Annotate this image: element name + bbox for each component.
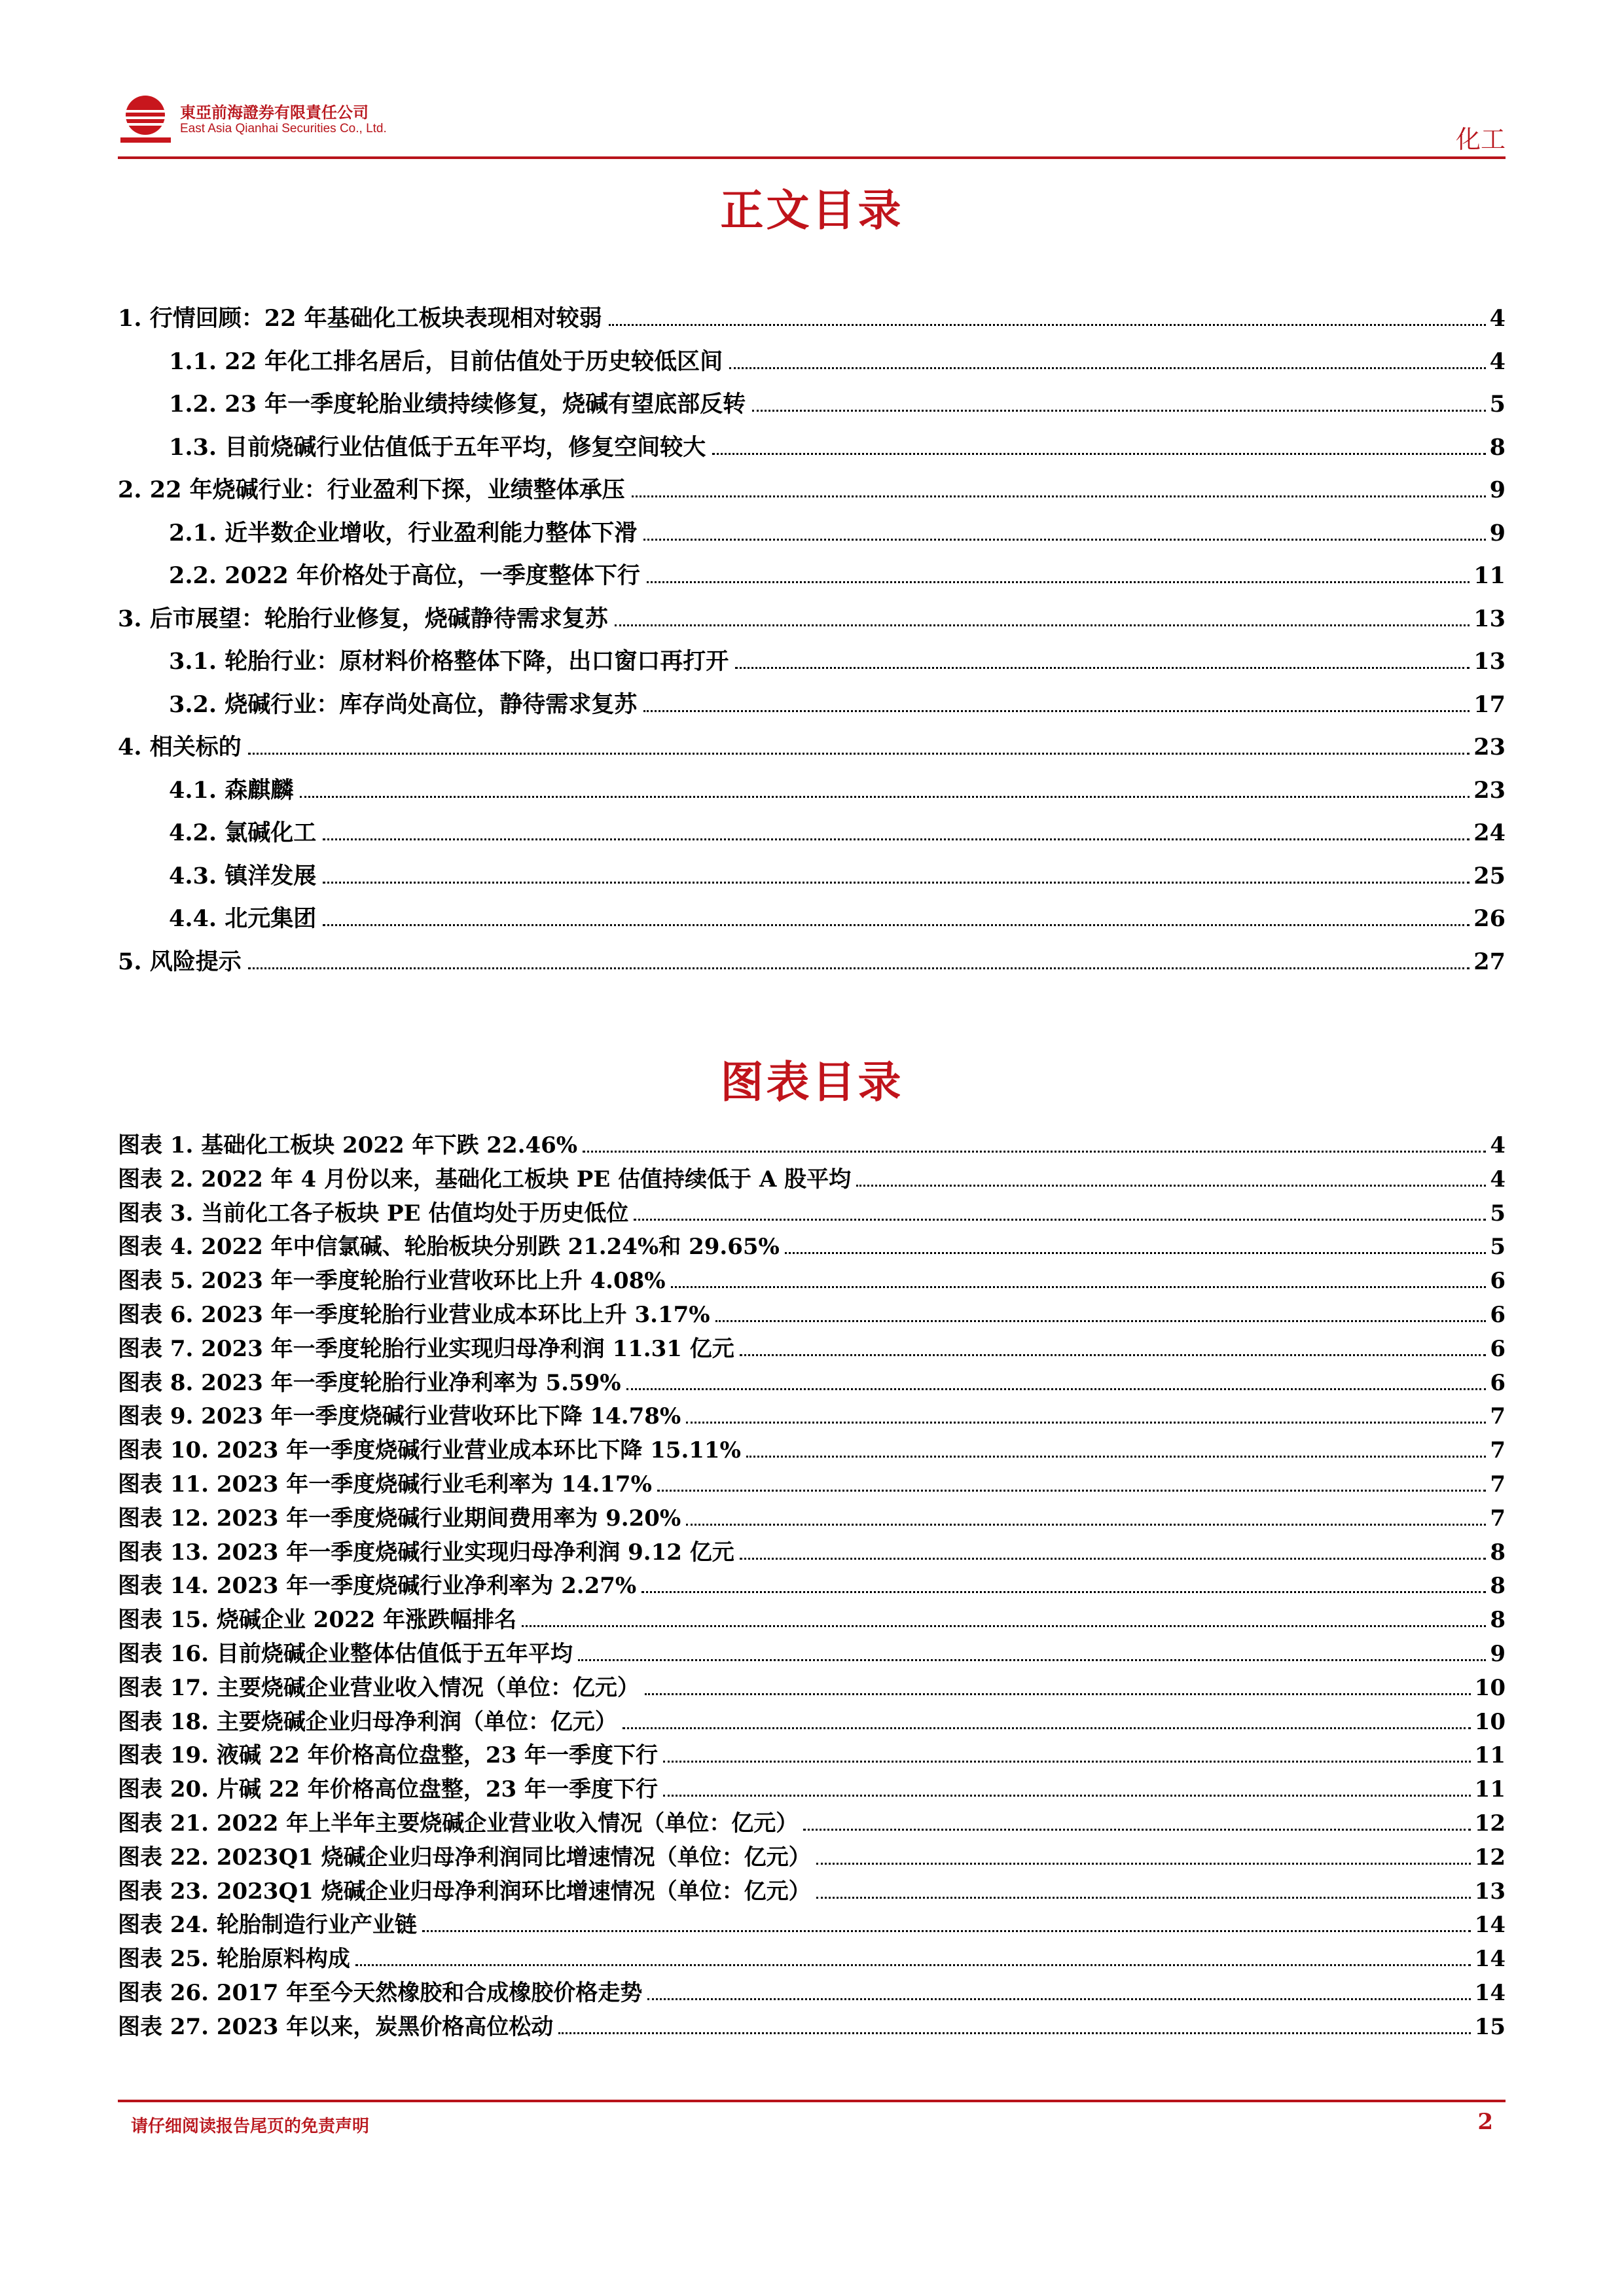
figure-leader-dots bbox=[355, 1964, 1471, 1966]
figure-entry-title: 图表 7. 2023 年一季度轮胎行业实现归母净利润 11.31 亿元 bbox=[118, 1335, 734, 1362]
toc-leader-dots bbox=[323, 924, 1470, 926]
company-name-en: East Asia Qianhai Securities Co., Ltd. bbox=[180, 122, 387, 135]
sector-label: 化工 bbox=[1455, 125, 1506, 154]
figure-entry-page: 9 bbox=[1490, 1641, 1506, 1667]
figure-entry-page: 6 bbox=[1490, 1335, 1506, 1362]
company-logo-icon bbox=[118, 92, 173, 147]
figure-entry[interactable] bbox=[118, 1905, 1506, 1938]
figure-entry-page: 14 bbox=[1474, 1980, 1506, 2006]
toc-entry-page: 9 bbox=[1489, 519, 1506, 547]
toc-entry-page: 13 bbox=[1473, 648, 1506, 675]
toc-entry-page: 27 bbox=[1473, 948, 1506, 975]
toc-leader-dots bbox=[323, 882, 1470, 884]
figure-leader-dots bbox=[623, 1727, 1471, 1729]
toc-entry[interactable] bbox=[169, 639, 1506, 675]
toc-entry[interactable] bbox=[169, 425, 1506, 461]
figure-entry[interactable] bbox=[118, 1702, 1506, 1735]
figure-entry[interactable] bbox=[118, 1160, 1506, 1193]
figure-leader-dots bbox=[740, 1558, 1487, 1560]
toc-entry-page: 8 bbox=[1489, 433, 1506, 461]
toc-entry-title: 3.1. 轮胎行业：原材料价格整体下降，出口窗口再打开 bbox=[169, 648, 729, 675]
toc-entry-title: 1. 行情回顾：22 年基础化工板块表现相对较弱 bbox=[118, 305, 602, 332]
figure-entry[interactable] bbox=[118, 1261, 1506, 1294]
footer-disclaimer: 请仔细阅读报告尾页的免责声明 bbox=[131, 2117, 370, 2136]
figure-entry-title: 图表 3. 当前化工各子板块 PE 估值均处于历史低位 bbox=[118, 1200, 629, 1227]
toc-entry-page: 4 bbox=[1489, 305, 1506, 332]
toc-leader-dots bbox=[248, 753, 1470, 755]
toc-entry-page: 25 bbox=[1473, 862, 1506, 889]
toc-entry-page: 26 bbox=[1473, 905, 1506, 932]
figure-entry[interactable] bbox=[118, 1295, 1506, 1328]
toc-entry[interactable] bbox=[169, 682, 1506, 719]
toc-leader-dots bbox=[752, 410, 1485, 412]
figure-leader-dots bbox=[816, 1897, 1471, 1899]
figure-entry[interactable] bbox=[118, 1566, 1506, 1599]
toc-entry[interactable] bbox=[118, 596, 1506, 633]
toc-entry[interactable] bbox=[169, 768, 1506, 804]
figure-entry-title: 图表 27. 2023 年以来，炭黑价格高位松动 bbox=[118, 2013, 554, 2040]
figure-entry-title: 图表 18. 主要烧碱企业归母净利润（单位：亿元） bbox=[118, 1708, 617, 1735]
toc-entry[interactable] bbox=[169, 511, 1506, 547]
figure-entry-page: 4 bbox=[1490, 1132, 1506, 1158]
figure-entry-page: 5 bbox=[1490, 1234, 1506, 1261]
toc-entry-title: 2.2. 2022 年价格处于高位，一季度整体下行 bbox=[169, 562, 640, 589]
figure-entry[interactable] bbox=[118, 1770, 1506, 1803]
figure-entry-title: 图表 25. 轮胎原料构成 bbox=[118, 1946, 350, 1973]
toc-entry-title: 4.4. 北元集团 bbox=[169, 905, 317, 932]
figure-entry-page: 15 bbox=[1474, 2013, 1506, 2040]
figure-entry-page: 4 bbox=[1490, 1166, 1506, 1193]
toc-entry[interactable] bbox=[169, 553, 1506, 590]
toc-entry-page: 13 bbox=[1473, 605, 1506, 632]
figure-leader-dots bbox=[785, 1252, 1486, 1254]
toc-entry-page: 4 bbox=[1489, 348, 1506, 375]
figure-entry-page: 6 bbox=[1490, 1369, 1506, 1396]
figure-leader-dots bbox=[715, 1320, 1487, 1322]
figure-entry-title: 图表 17. 主要烧碱企业营业收入情况（单位：亿元） bbox=[118, 1674, 640, 1701]
toc-entry-title: 2. 22 年烧碱行业：行业盈利下探，业绩整体承压 bbox=[118, 476, 625, 503]
figure-entry-page: 11 bbox=[1474, 1776, 1506, 1803]
figure-entry[interactable] bbox=[118, 1465, 1506, 1498]
page-number: 2 bbox=[1477, 2109, 1493, 2135]
figure-leader-dots bbox=[686, 1524, 1486, 1526]
toc-entry-title: 1.3. 目前烧碱行业估值低于五年平均，修复空间较大 bbox=[169, 433, 706, 461]
figure-entry[interactable] bbox=[118, 1668, 1506, 1701]
figure-entry-page: 5 bbox=[1490, 1200, 1506, 1227]
figure-entry-title: 图表 6. 2023 年一季度轮胎行业营业成本环比上升 3.17% bbox=[118, 1302, 710, 1328]
toc-entry-title: 4.3. 镇洋发展 bbox=[169, 862, 317, 889]
toc-entry-title: 4.2. 氯碱化工 bbox=[169, 819, 317, 846]
figure-entry[interactable] bbox=[118, 1736, 1506, 1768]
figure-leader-dots bbox=[816, 1863, 1471, 1865]
figure-entry-page: 7 bbox=[1490, 1437, 1506, 1464]
figure-entry[interactable] bbox=[118, 1329, 1506, 1362]
figure-leader-dots bbox=[803, 1829, 1470, 1831]
figure-entry[interactable] bbox=[118, 1431, 1506, 1463]
figure-entry-title: 图表 10. 2023 年一季度烧碱行业营业成本环比下降 15.11% bbox=[118, 1437, 741, 1464]
figure-leader-dots bbox=[686, 1422, 1486, 1424]
figure-entry-title: 图表 22. 2023Q1 烧碱企业归母净利润同比增速情况（单位：亿元） bbox=[118, 1844, 811, 1871]
toc-entry[interactable] bbox=[118, 296, 1506, 332]
figure-leader-dots bbox=[663, 1795, 1471, 1797]
figure-entry[interactable] bbox=[118, 1872, 1506, 1905]
figure-entry-page: 14 bbox=[1474, 1912, 1506, 1939]
figure-entry-page: 10 bbox=[1474, 1674, 1506, 1701]
toc-leader-dots bbox=[729, 367, 1485, 369]
figure-entry-title: 图表 13. 2023 年一季度烧碱行业实现归母净利润 9.12 亿元 bbox=[118, 1539, 734, 1566]
toc-entry-title: 4. 相关标的 bbox=[118, 734, 242, 761]
toc-entry-page: 17 bbox=[1473, 691, 1506, 718]
toc-entry[interactable] bbox=[169, 382, 1506, 418]
figure-entry[interactable] bbox=[118, 1600, 1506, 1633]
toc-leader-dots bbox=[643, 539, 1485, 541]
figure-entry-page: 12 bbox=[1474, 1844, 1506, 1871]
figure-leader-dots bbox=[657, 1490, 1486, 1492]
figure-entry-page: 10 bbox=[1474, 1708, 1506, 1735]
figure-list-title: 图表目录 bbox=[720, 1057, 904, 1107]
figure-leader-dots bbox=[663, 1761, 1471, 1763]
figure-entry-title: 图表 23. 2023Q1 烧碱企业归母净利润环比增速情况（单位：亿元） bbox=[118, 1878, 811, 1905]
figure-entry[interactable] bbox=[118, 1533, 1506, 1566]
figure-entry[interactable] bbox=[118, 1634, 1506, 1667]
toc-entry[interactable] bbox=[118, 939, 1506, 976]
figure-leader-dots bbox=[645, 1693, 1471, 1695]
figure-entry-page: 8 bbox=[1490, 1573, 1506, 1600]
figure-entry-title: 图表 19. 液碱 22 年价格高位盘整，23 年一季度下行 bbox=[118, 1742, 658, 1769]
figure-leader-dots bbox=[671, 1286, 1487, 1288]
figure-entry[interactable] bbox=[118, 1227, 1506, 1260]
figure-entry-page: 8 bbox=[1490, 1539, 1506, 1566]
figure-entry[interactable] bbox=[118, 1973, 1506, 2006]
figure-entry[interactable] bbox=[118, 1126, 1506, 1158]
figure-entry-page: 8 bbox=[1490, 1607, 1506, 1634]
toc-leader-dots bbox=[615, 624, 1470, 626]
figure-entry-title: 图表 9. 2023 年一季度烧碱行业营收环比下降 14.78% bbox=[118, 1403, 681, 1430]
figure-leader-dots bbox=[558, 2032, 1470, 2034]
toc-entry[interactable] bbox=[169, 853, 1506, 890]
figure-leader-dots bbox=[578, 1659, 1487, 1661]
figure-leader-dots bbox=[641, 1591, 1486, 1593]
figure-entry-title: 图表 2. 2022 年 4 月份以来，基础化工板块 PE 估值持续低于 A 股平均 bbox=[118, 1166, 852, 1193]
figure-entry-page: 13 bbox=[1474, 1878, 1506, 1905]
figure-entry-page: 7 bbox=[1490, 1403, 1506, 1430]
toc-leader-dots bbox=[248, 967, 1470, 969]
toc-entry-title: 1.2. 23 年一季度轮胎业绩持续修复，烧碱有望底部反转 bbox=[169, 391, 746, 418]
figure-entry[interactable] bbox=[118, 1194, 1506, 1227]
figure-entry-page: 7 bbox=[1490, 1471, 1506, 1498]
figure-entry-title: 图表 15. 烧碱企业 2022 年涨跌幅排名 bbox=[118, 1607, 517, 1634]
toc-entry-page: 24 bbox=[1473, 819, 1506, 846]
figure-entry-page: 6 bbox=[1490, 1302, 1506, 1328]
toc-entry[interactable] bbox=[169, 896, 1506, 933]
figure-entry-page: 6 bbox=[1490, 1268, 1506, 1295]
figure-entry-title: 图表 1. 基础化工板块 2022 年下跌 22.46% bbox=[118, 1132, 578, 1158]
figure-leader-dots bbox=[634, 1219, 1486, 1221]
toc-entry-title: 4.1. 森麒麟 bbox=[169, 776, 294, 804]
figure-entry[interactable] bbox=[118, 1838, 1506, 1871]
toc-entry-title: 1.1. 22 年化工排名居后，目前估值处于历史较低区间 bbox=[169, 348, 723, 375]
toc-entry-title: 3. 后市展望：轮胎行业修复，烧碱静待需求复苏 bbox=[118, 605, 608, 632]
figure-entry-title: 图表 11. 2023 年一季度烧碱行业毛利率为 14.17% bbox=[118, 1471, 652, 1498]
toc-entry-page: 5 bbox=[1489, 391, 1506, 418]
toc-leader-dots bbox=[323, 838, 1470, 840]
toc-leader-dots bbox=[647, 581, 1470, 583]
toc-entry-page: 11 bbox=[1473, 562, 1506, 589]
figure-leader-dots bbox=[522, 1625, 1486, 1627]
toc-entry-title: 3.2. 烧碱行业：库存尚处高位，静待需求复苏 bbox=[169, 691, 638, 718]
company-name-cn: 東亞前海證券有限責任公司 bbox=[180, 103, 369, 122]
figure-entry-title: 图表 26. 2017 年至今天然橡胶和合成橡胶价格走势 bbox=[118, 1980, 643, 2006]
toc-leader-dots bbox=[632, 495, 1486, 497]
figure-entry-title: 图表 21. 2022 年上半年主要烧碱企业营业收入情况（单位：亿元） bbox=[118, 1810, 799, 1837]
figure-entry[interactable] bbox=[118, 1804, 1506, 1837]
toc-entry[interactable] bbox=[169, 339, 1506, 376]
toc-entry[interactable] bbox=[169, 810, 1506, 847]
toc-leader-dots bbox=[643, 710, 1470, 712]
toc-entry-title: 2.1. 近半数企业增收，行业盈利能力整体下滑 bbox=[169, 519, 638, 547]
figure-entry-title: 图表 4. 2022 年中信氯碱、轮胎板块分别跌 21.24%和 29.65% bbox=[118, 1234, 780, 1261]
toc-leader-dots bbox=[712, 453, 1485, 455]
toc-entry-page: 9 bbox=[1489, 476, 1506, 503]
toc-entry[interactable] bbox=[118, 467, 1506, 504]
figure-entry-title: 图表 12. 2023 年一季度烧碱行业期间费用率为 9.20% bbox=[118, 1505, 681, 1532]
figure-entry[interactable] bbox=[118, 1939, 1506, 1972]
figure-entry[interactable] bbox=[118, 2007, 1506, 2040]
figure-entry-title: 图表 24. 轮胎制造行业产业链 bbox=[118, 1912, 417, 1939]
figure-entry-title: 图表 16. 目前烧碱企业整体估值低于五年平均 bbox=[118, 1641, 573, 1667]
figure-entry[interactable] bbox=[118, 1397, 1506, 1429]
toc-title: 正文目录 bbox=[720, 185, 904, 236]
figure-entry-page: 12 bbox=[1474, 1810, 1506, 1837]
toc-leader-dots bbox=[735, 667, 1470, 669]
figure-leader-dots bbox=[746, 1456, 1486, 1458]
figure-leader-dots bbox=[422, 1930, 1471, 1932]
toc-entry-title: 5. 风险提示 bbox=[118, 948, 242, 975]
figure-leader-dots bbox=[626, 1388, 1487, 1390]
toc-leader-dots bbox=[300, 796, 1470, 798]
figure-leader-dots bbox=[583, 1151, 1486, 1153]
figure-entry-title: 图表 8. 2023 年一季度轮胎行业净利率为 5.59% bbox=[118, 1369, 621, 1396]
figure-entry-page: 7 bbox=[1490, 1505, 1506, 1532]
figure-entry[interactable] bbox=[118, 1363, 1506, 1396]
footer-divider bbox=[118, 2100, 1506, 2102]
figure-entry[interactable] bbox=[118, 1499, 1506, 1532]
figure-leader-dots bbox=[647, 1998, 1470, 2000]
figure-leader-dots bbox=[740, 1354, 1487, 1356]
toc-entry[interactable] bbox=[118, 725, 1506, 761]
page-header bbox=[118, 92, 1506, 157]
figure-entry-title: 图表 14. 2023 年一季度烧碱行业净利率为 2.27% bbox=[118, 1573, 637, 1600]
figure-entry-page: 11 bbox=[1474, 1742, 1506, 1769]
toc-leader-dots bbox=[609, 324, 1486, 326]
figure-entry-title: 图表 20. 片碱 22 年价格高位盘整，23 年一季度下行 bbox=[118, 1776, 658, 1803]
figure-entry-title: 图表 5. 2023 年一季度轮胎行业营收环比上升 4.08% bbox=[118, 1268, 666, 1295]
figure-leader-dots bbox=[856, 1185, 1486, 1187]
figure-entry-page: 14 bbox=[1474, 1946, 1506, 1973]
toc-entry-page: 23 bbox=[1473, 734, 1506, 761]
header-divider bbox=[118, 156, 1506, 159]
toc-entry-page: 23 bbox=[1473, 776, 1506, 804]
